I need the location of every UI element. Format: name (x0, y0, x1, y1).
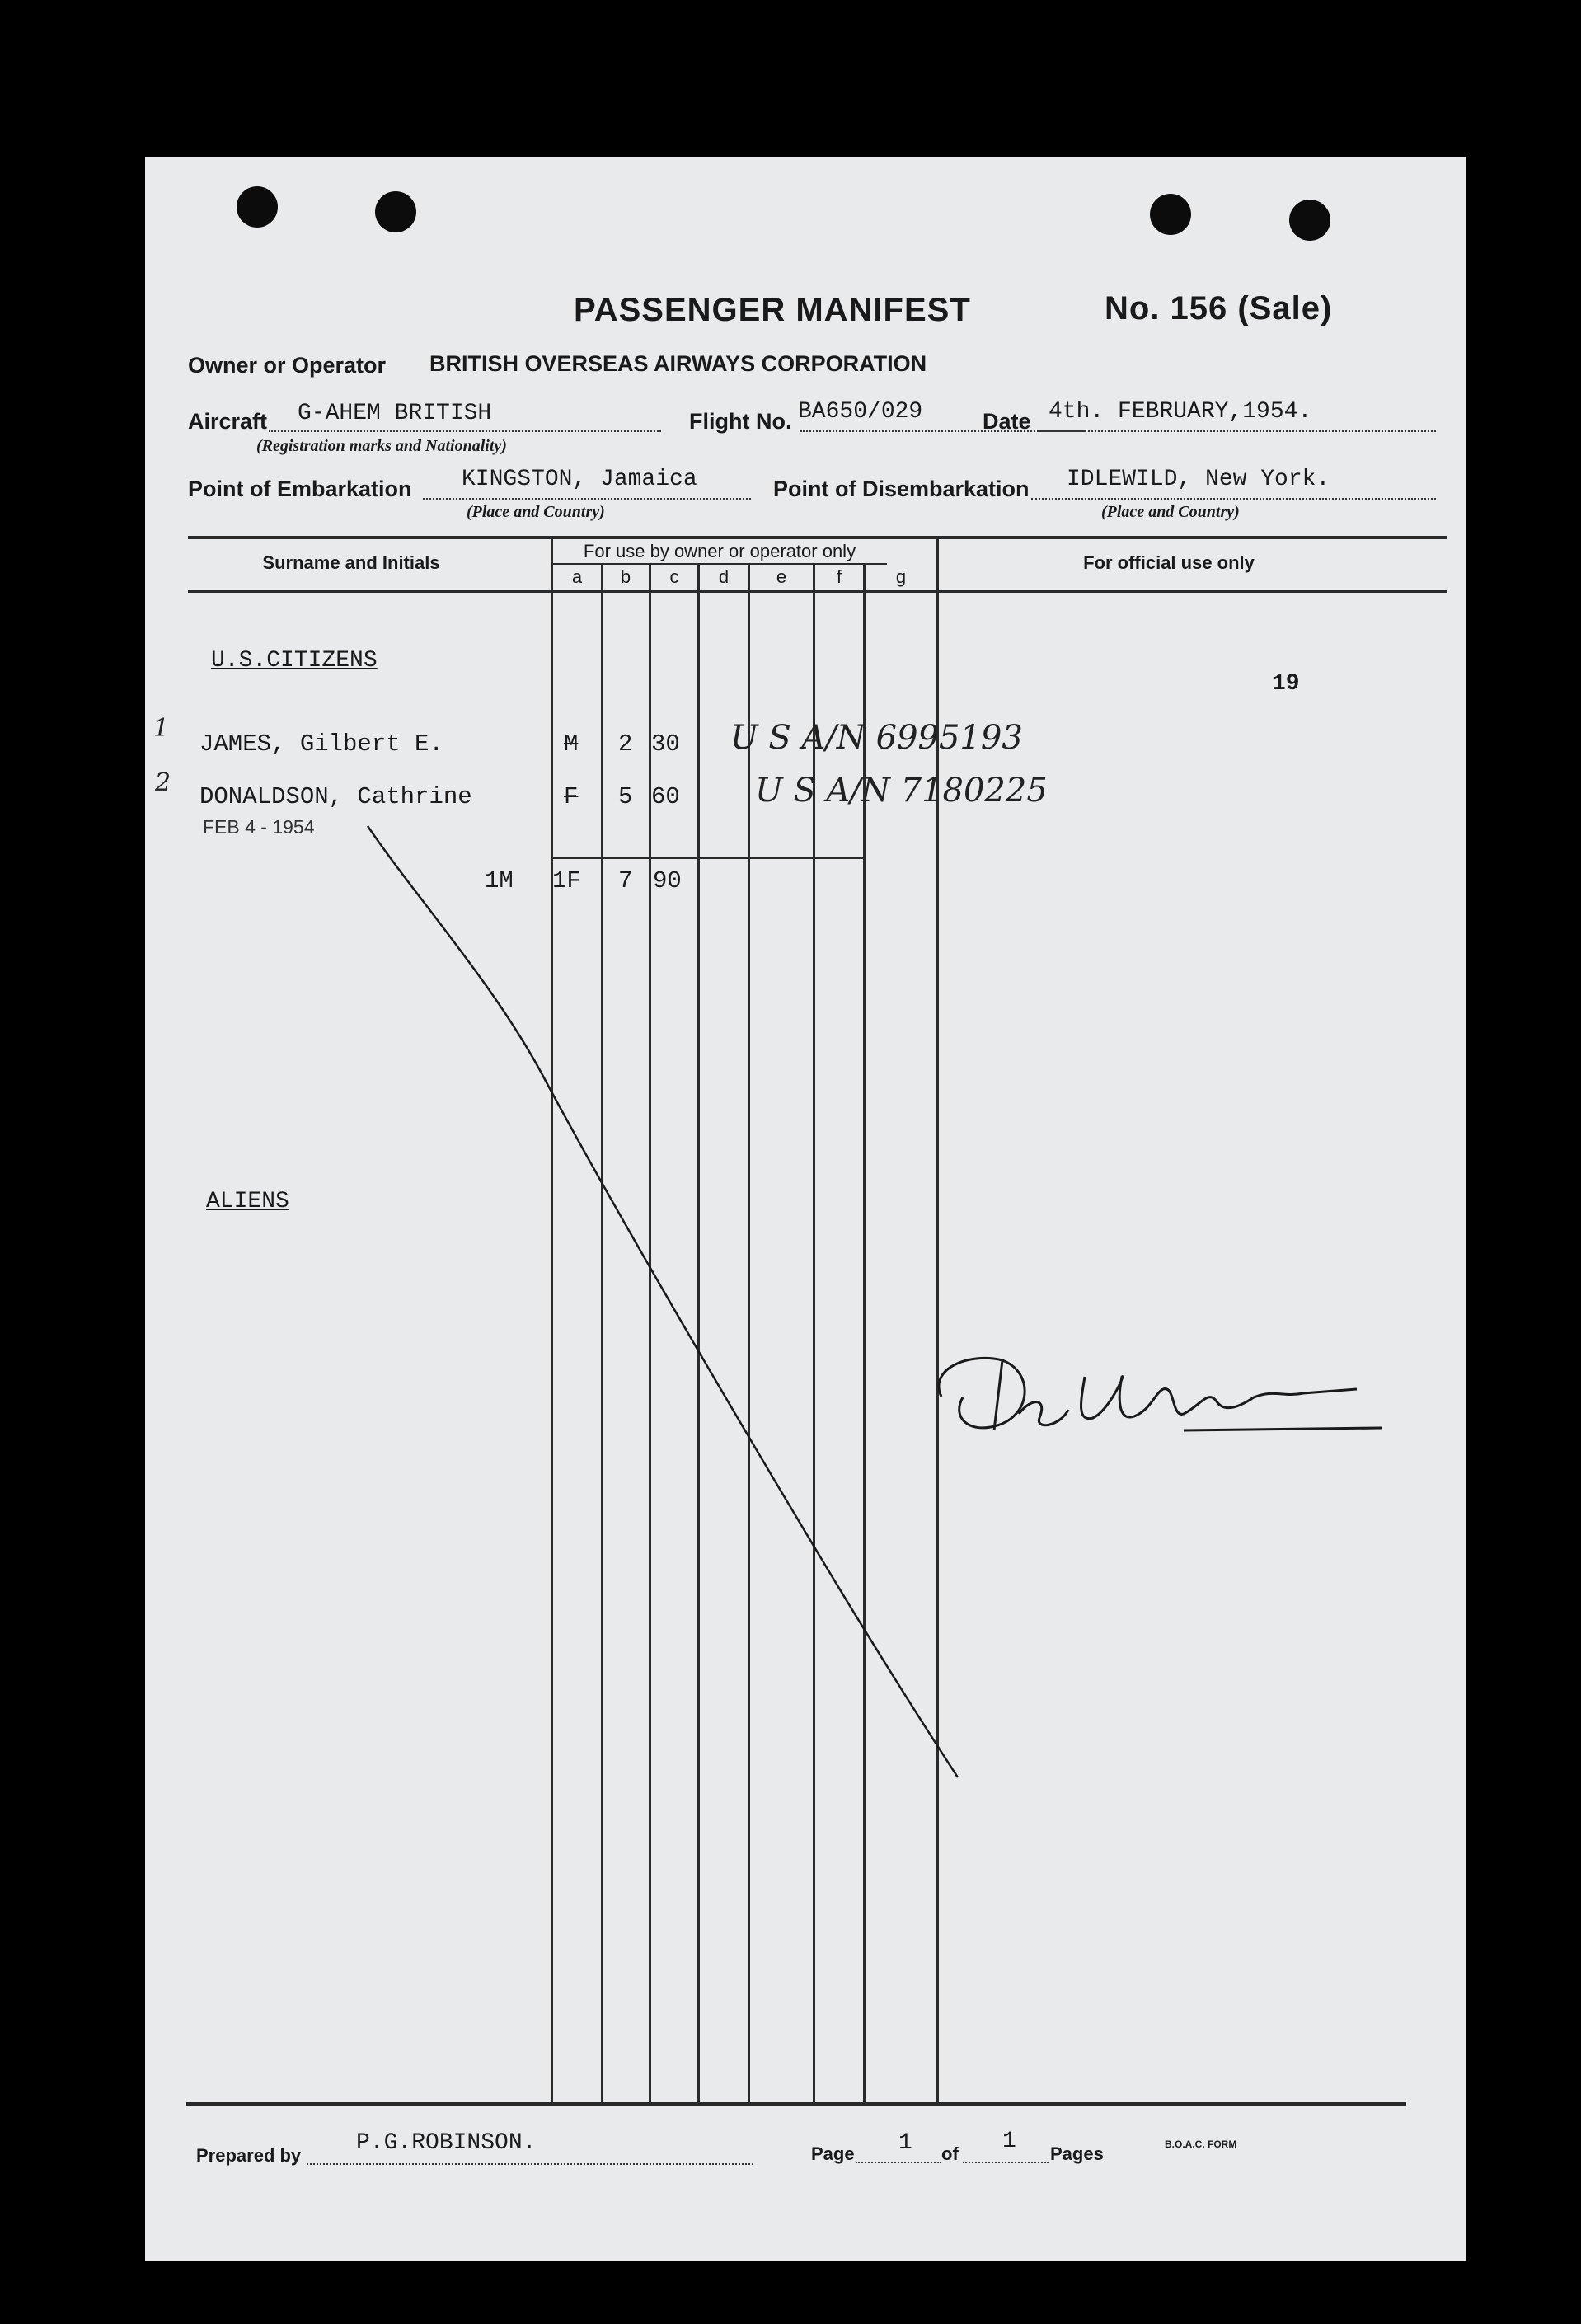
form-code: B.O.A.C. FORM (1165, 2139, 1237, 2150)
passenger-b: 2 (618, 730, 633, 758)
page-number: 1 (898, 2130, 912, 2156)
manifest-sheet (145, 157, 1466, 2261)
owner-value: BRITISH OVERSEAS AIRWAYS CORPORATION (429, 351, 927, 376)
date-stamp: FEB 4 - 1954 (203, 816, 315, 838)
totals-label: 1M (485, 867, 514, 894)
cancel-line (368, 826, 958, 1777)
aircraft-value: G-AHEM BRITISH (298, 401, 492, 426)
embarkation-value: KINGSTON, Jamaica (462, 467, 697, 492)
col-g: g (895, 566, 907, 587)
of-label: of (941, 2143, 959, 2164)
table-bottom-rule (186, 2102, 1406, 2106)
embarkation-label: Point of Embarkation (188, 477, 412, 501)
official-count: 19 (1272, 671, 1300, 697)
flight-number: BA650/029 (798, 399, 923, 425)
totals-a: 1F (552, 867, 581, 894)
manifest-number: No. 156 (Sale) (1105, 290, 1333, 326)
page-label: Page (811, 2143, 855, 2164)
disembarkation-caption: (Place and Country) (1101, 503, 1240, 521)
col-f: f (836, 566, 842, 587)
col-d: d (718, 566, 730, 587)
row-number: 2 (155, 768, 171, 797)
passenger-b: 5 (618, 783, 633, 810)
section-us-citizens: U.S.CITIZENS (211, 648, 378, 674)
col-e: e (776, 566, 787, 587)
official-use-header: For official use only (1083, 552, 1255, 573)
annotation-overlay (145, 157, 1466, 2261)
pages-label: Pages (1050, 2143, 1104, 2164)
owner-use-header: For use by owner or operator only (583, 541, 856, 561)
form-title: PASSENGER MANIFEST (574, 292, 971, 328)
col-b: b (620, 566, 631, 587)
passenger-name: DONALDSON, Cathrine (199, 783, 472, 810)
flight-date: 4th. FEBRUARY,1954. (1049, 399, 1312, 425)
owner-label: Owner or Operator (188, 353, 387, 378)
official-annotation: U S A/N 7180225 (755, 772, 1048, 810)
row-number: 1 (153, 714, 170, 743)
aircraft-caption: (Registration marks and Nationality) (256, 437, 507, 455)
col-c: c (669, 566, 679, 587)
signature-mark (939, 1358, 1382, 1430)
surname-column-header: Surname and Initials (262, 552, 440, 573)
prepared-by-value: P.G.ROBINSON. (356, 2130, 537, 2156)
passenger-c: 30 (651, 730, 680, 758)
aircraft-label: Aircraft (188, 409, 268, 434)
totals-b: 7 (618, 867, 633, 894)
disembarkation-value: IDLEWILD, New York. (1067, 467, 1330, 492)
disembarkation-label: Point of Disembarkation (773, 477, 1030, 501)
passenger-c: 60 (651, 783, 680, 810)
page-total: 1 (1002, 2129, 1016, 2154)
official-annotation: U S A/N 6995193 (730, 719, 1023, 757)
prepared-by-label: Prepared by (196, 2145, 302, 2166)
passenger-name: JAMES, Gilbert E. (199, 730, 443, 758)
totals-c: 90 (653, 867, 682, 894)
section-aliens: ALIENS (206, 1189, 289, 1214)
passenger-sex: M (564, 730, 579, 758)
flight-label: Flight No. (689, 409, 792, 434)
passenger-sex: F (564, 783, 579, 810)
col-a: a (571, 566, 583, 587)
date-label: Date (983, 409, 1031, 434)
embarkation-caption: (Place and Country) (467, 503, 605, 521)
